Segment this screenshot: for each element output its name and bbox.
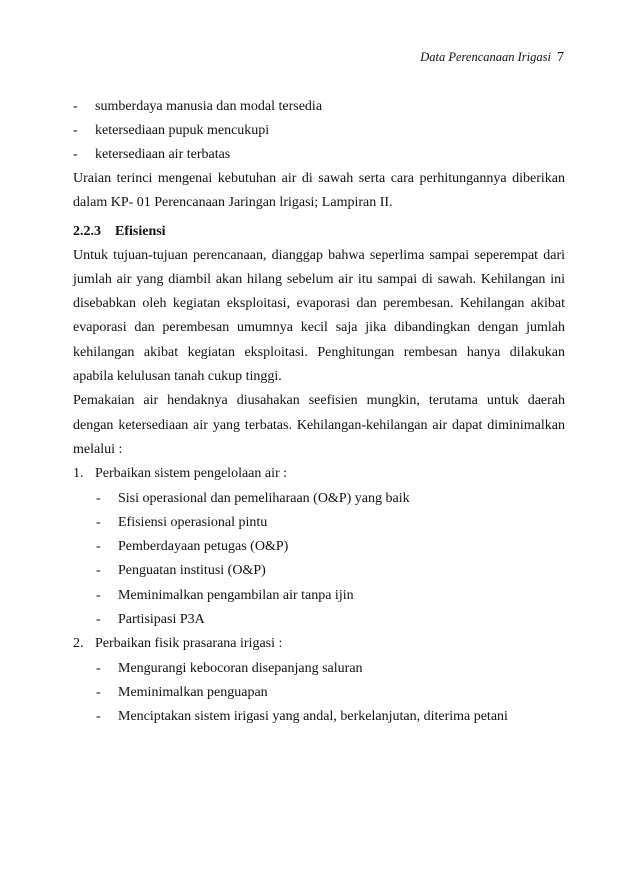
sub-item-text: Penguatan institusi (O&P) [118,563,266,579]
numbered-item [73,632,565,656]
list-item-text: ketersediaan pupuk mencukupi [95,123,270,138]
item-label: Perbaikan sistem pengelolaan air : [95,466,288,482]
sub-list-item [73,608,565,632]
sub-item-text: Meminimalkan pengambilan air tanpa ijin [118,587,354,603]
sub-item-text: Pemberdayaan petugas (O&P) [118,539,289,555]
bullet-dash: - [96,514,101,530]
sub-list-item [73,705,565,729]
page-number: 7 [557,50,564,65]
sub-item-text: Efisiensi operasional pintu [118,514,268,530]
sub-item-text: Mengurangi kebocoran disepanjang saluran [118,660,363,676]
sub-list-item [73,657,565,681]
list-item [73,143,565,167]
sub-list-item [73,487,565,511]
sub-item-text: Sisi operasional dan pemeliharaan (O&P) yang baik [118,490,410,506]
sub-list-item [73,511,565,535]
sub-list-item [73,559,565,583]
section-number: 2.2.3 [73,223,101,239]
bullet-dash: - [73,147,78,162]
sub-list-item [73,584,565,608]
page-body [73,95,565,730]
page-header [420,50,564,66]
bullet-dash: - [96,539,101,555]
bullet-dash: - [96,563,101,579]
list-item [73,95,565,119]
list-item-text: sumberdaya manusia dan modal tersedia [95,99,323,114]
item-number: 1. [73,466,84,482]
bullet-dash: - [96,660,101,676]
bullet-dash: - [96,612,101,628]
sub-item-text: Meminimalkan penguapan [118,684,268,700]
sub-list-item [73,681,565,705]
sub-list-item [73,535,565,559]
item-number: 2. [73,636,84,652]
section-title: Efisiensi [115,223,166,239]
paragraph-reference: Uraian terinci mengenai kebutuhan air di sawah serta cara perhitungannya diberikan dalam KP- 01 Perencanaan Jaringan lrigasi; Lampiran II. [73,171,565,211]
bullet-dash: - [73,99,78,114]
list-item-text: ketersediaan air terbatas [95,147,231,162]
list-item [73,119,565,143]
sub-item-text: Partisipasi P3A [118,612,205,628]
bullet-dash: - [96,490,101,506]
header-title: Data Perencanaan Irigasi [420,50,551,64]
paragraph-efficiency: Untuk tujuan-tujuan perencanaan, dianggap bahwa seperlima sampai seperempat dari jumlah air yang diambil akan hilang sebelum air itu sampai di sawah. Kehilangan ini disebabkan oleh kegiatan eksploitasi, evaporasi dan perembesan. Kehilangan akibat evaporasi dan perembesan umumnya kecil saja jika dibandingkan dengan jumlah kehilangan akibat kegiatan eksploitasi. Penghitungan rembesan hanya dilakukan apabila kelulusan tanah cukup tinggi. [73,247,565,385]
item-label: Perbaikan fisik prasarana irigasi : [95,636,283,652]
section-heading [73,220,565,244]
paragraph-water-use: Pemakaian air hendaknya diusahakan seefisien mungkin, terutama untuk daerah dengan ketersediaan air yang terbatas. Kehilangan-kehilangan air dapat diminimalkan melalui : [73,393,565,457]
bullet-dash: - [73,123,78,138]
bullet-dash: - [96,587,101,603]
sub-item-text: Menciptakan sistem irigasi yang andal, berkelanjutan, diterima petani [118,709,508,725]
numbered-item [73,462,565,486]
bullet-dash: - [96,709,101,725]
bullet-dash: - [96,684,101,700]
